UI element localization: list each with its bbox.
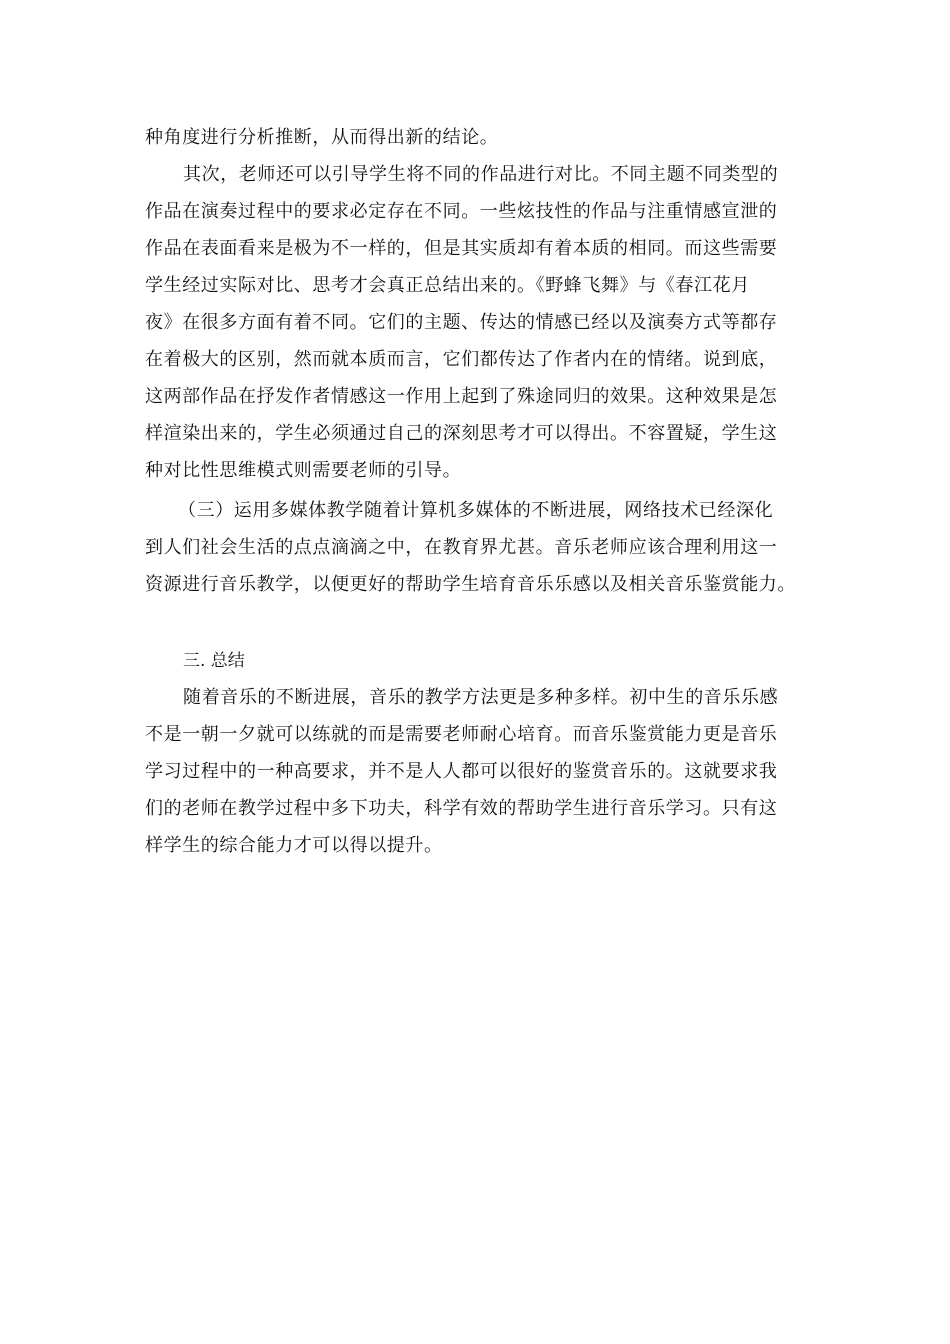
- paragraph-3-line-1: （三）运用多媒体教学随着计算机多媒体的不断进展，网络技术已经深化: [178, 500, 774, 521]
- paragraph-4-line-5: 样学生的综合能力才可以得以提升。: [145, 835, 443, 856]
- paragraph-1-line-1: 种角度进行分析推断，从而得出新的结论。: [145, 127, 499, 148]
- paragraph-2-line-8: 样渲染出来的，学生必须通过自己的深刻思考才可以得出。不容置疑，学生这: [145, 423, 778, 444]
- paragraph-2-line-7: 这两部作品在抒发作者情感这一作用上起到了殊途同归的效果。这种效果是怎: [145, 386, 778, 407]
- paragraph-3-line-3: 资源进行音乐教学，以便更好的帮助学生培育音乐乐感以及相关音乐鉴赏能力。: [145, 574, 796, 595]
- paragraph-2-line-2: 作品在演奏过程中的要求必定存在不同。一些炫技性的作品与注重情感宣泄的: [145, 201, 778, 222]
- paragraph-2-line-6: 在着极大的区别，然而就本质而言，它们都传达了作者内在的情绪。说到底，: [145, 349, 778, 370]
- paragraph-4-line-3: 学习过程中的一种高要求，并不是人人都可以很好的鉴赏音乐的。这就要求我: [145, 761, 778, 782]
- paragraph-4-line-2: 不是一朝一夕就可以练就的而是需要老师耐心培育。而音乐鉴赏能力更是音乐: [145, 724, 778, 745]
- section-heading: 三. 总结: [183, 651, 245, 671]
- paragraph-2-line-9: 种对比性思维模式则需要老师的引导。: [145, 460, 462, 481]
- paragraph-2-line-3: 作品在表面看来是极为不一样的，但是其实质却有着本质的相同。而这些需要: [145, 238, 778, 259]
- paragraph-2-line-5: 夜》在很多方面有着不同。它们的主题、传达的情感已经以及演奏方式等都存: [145, 312, 778, 333]
- paragraph-2-line-1: 其次，老师还可以引导学生将不同的作品进行对比。不同主题不同类型的: [183, 164, 779, 185]
- paragraph-2-line-4: 学生经过实际对比、思考才会真正总结出来的。《野蜂飞舞》与《春江花月: [145, 275, 750, 296]
- paragraph-3-line-2: 到人们社会生活的点点滴滴之中，在教育界尤甚。音乐老师应该合理利用这一: [145, 537, 778, 558]
- paragraph-4-line-4: 们的老师在教学过程中多下功夫，科学有效的帮助学生进行音乐学习。只有这: [145, 798, 778, 819]
- paragraph-4-line-1: 随着音乐的不断进展，音乐的教学方法更是多种多样。初中生的音乐乐感: [183, 687, 779, 708]
